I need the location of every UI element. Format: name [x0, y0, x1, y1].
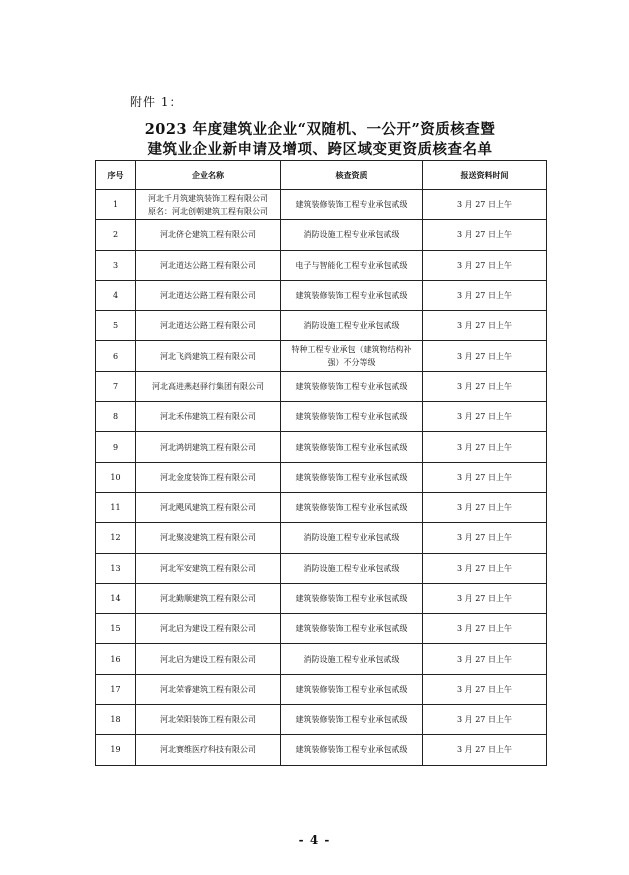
row-submit-time: 3 月 27 日上午 [423, 190, 547, 220]
row-submit-time: 3 月 27 日上午 [423, 553, 547, 583]
row-company-line: 河北道达公路工程有限公司 [160, 260, 256, 270]
row-no: 17 [96, 674, 136, 704]
row-qualification [281, 583, 423, 613]
row-company-line: 河北赛维医疗科技有限公司 [160, 745, 256, 755]
attachment-label: 附件 1： [130, 95, 183, 109]
row-qualification [281, 735, 423, 765]
row-qualification [281, 311, 423, 341]
table-row [96, 644, 547, 674]
table-row [96, 492, 547, 522]
row-qualification-line: 建筑装修装饰工程专业承包贰级 [295, 472, 408, 482]
row-qualification-line: 建筑装修装饰工程专业承包贰级 [295, 381, 408, 391]
row-qualification-line: 消防设施工程专业承包贰级 [303, 533, 400, 543]
row-qualification-line: 建筑装修装饰工程专业承包贰级 [295, 200, 408, 210]
row-submit-time: 3 月 27 日上午 [423, 220, 547, 250]
row-company [136, 462, 281, 492]
row-submit-time: 3 月 27 日上午 [423, 614, 547, 644]
row-qualification-line: 消防设施工程专业承包贰级 [303, 563, 400, 573]
row-company-line: 河北高进燕赵驿行集团有限公司 [152, 381, 264, 391]
row-submit-time: 3 月 27 日上午 [423, 644, 547, 674]
row-qualification-line: 消防设施工程专业承包贰级 [303, 654, 400, 664]
table-row [96, 371, 547, 401]
row-qualification [281, 674, 423, 704]
row-qualification-line: 建筑装修装饰工程专业承包贰级 [295, 624, 408, 634]
row-company-line: 河北金度装饰工程有限公司 [160, 472, 256, 482]
row-submit-time: 3 月 27 日上午 [423, 674, 547, 704]
table-row [96, 220, 547, 250]
table-row [96, 280, 547, 310]
row-qualification [281, 341, 423, 371]
table-row [96, 462, 547, 492]
row-submit-time: 3 月 27 日上午 [423, 402, 547, 432]
row-qualification-line: 建筑装修装饰工程专业承包贰级 [295, 715, 408, 725]
header-qualification: 核查资质 [281, 161, 423, 190]
row-company-line: 河北启为建设工程有限公司 [160, 624, 256, 634]
row-qualification-line: 建筑装修装饰工程专业承包贰级 [295, 503, 408, 513]
header-no: 序号 [96, 161, 136, 190]
table-row [96, 432, 547, 462]
row-company-line: 河北千月筑建筑装饰工程有限公司 [148, 193, 268, 203]
row-qualification-line: 电子与智能化工程专业承包贰级 [295, 260, 408, 270]
table-row [96, 311, 547, 341]
row-qualification [281, 371, 423, 401]
row-company-line: 河北聚凌建筑工程有限公司 [160, 533, 256, 543]
row-qualification-line: 建筑装修装饰工程专业承包贰级 [295, 291, 408, 301]
row-submit-time: 3 月 27 日上午 [423, 341, 547, 371]
header-company: 企业名称 [136, 161, 281, 190]
row-submit-time: 3 月 27 日上午 [423, 523, 547, 553]
table-row [96, 250, 547, 280]
row-submit-time: 3 月 27 日上午 [423, 735, 547, 765]
row-qualification [281, 250, 423, 280]
row-qualification [281, 644, 423, 674]
row-company-line: 河北勤顺建筑工程有限公司 [160, 594, 256, 603]
row-submit-time: 3 月 27 日上午 [423, 311, 547, 341]
page-title-line-1: 2023 年度建筑业企业“双随机、一公开”资质核查暨 [144, 121, 496, 138]
row-submit-time: 3 月 27 日上午 [423, 371, 547, 401]
row-qualification [281, 220, 423, 250]
row-company-line: 河北军安建筑工程有限公司 [160, 563, 256, 573]
row-company [136, 583, 281, 613]
row-no: 11 [96, 492, 136, 522]
row-submit-time: 3 月 27 日上午 [423, 280, 547, 310]
row-qualification [281, 432, 423, 462]
row-company [136, 341, 281, 371]
header-submit-time: 报送资料时间 [423, 161, 547, 190]
row-company [136, 220, 281, 250]
row-company-line: 河北荣睿建筑工程有限公司 [160, 684, 256, 694]
verification-roster-table [95, 160, 547, 766]
row-submit-time: 3 月 27 日上午 [423, 432, 547, 462]
row-company [136, 674, 281, 704]
table-row [96, 614, 547, 644]
table-row [96, 190, 547, 220]
table-row [96, 674, 547, 704]
row-company-line: 河北启为建设工程有限公司 [160, 654, 256, 664]
table-row [96, 705, 547, 735]
row-submit-time: 3 月 27 日上午 [423, 705, 547, 735]
row-company-line: 河北道达公路工程有限公司 [160, 321, 256, 331]
row-company [136, 735, 281, 765]
row-qualification [281, 190, 423, 220]
row-qualification [281, 402, 423, 432]
row-no: 5 [96, 311, 136, 341]
row-qualification [281, 553, 423, 583]
row-qualification-line: 消防设施工程专业承包贰级 [303, 230, 400, 240]
row-company [136, 705, 281, 735]
row-no: 14 [96, 583, 136, 613]
row-qualification [281, 614, 423, 644]
row-qualification-line: 建筑装修装饰工程专业承包贰级 [295, 594, 408, 603]
table-row [96, 341, 547, 371]
table-row [96, 523, 547, 553]
row-submit-time: 3 月 27 日上午 [423, 462, 547, 492]
row-no: 15 [96, 614, 136, 644]
row-company [136, 432, 281, 462]
row-qualification [281, 280, 423, 310]
row-qualification-line: 建筑装修装饰工程专业承包贰级 [295, 442, 408, 452]
page-title-line-2: 建筑业企业新申请及增项、跨区域变更资质核查名单 [147, 141, 493, 158]
row-no: 13 [96, 553, 136, 583]
row-company [136, 523, 281, 553]
table-body [96, 190, 547, 766]
row-no: 19 [96, 735, 136, 765]
row-company-line: 河北禾伟建筑工程有限公司 [160, 412, 256, 422]
row-no: 6 [96, 341, 136, 371]
page-number: - 4 - [298, 833, 331, 847]
row-no: 18 [96, 705, 136, 735]
row-submit-time: 3 月 27 日上午 [423, 492, 547, 522]
row-qualification [281, 492, 423, 522]
row-qualification-line: 建筑装修装饰工程专业承包贰级 [295, 684, 408, 694]
row-company-line: 河北鸿钥建筑工程有限公司 [160, 442, 256, 452]
row-company-line: 河北道达公路工程有限公司 [160, 291, 256, 301]
row-submit-time: 3 月 27 日上午 [423, 250, 547, 280]
row-qualification [281, 462, 423, 492]
row-no: 16 [96, 644, 136, 674]
table-row [96, 553, 547, 583]
row-qualification-line: 强）不分等级 [327, 358, 376, 368]
row-no: 9 [96, 432, 136, 462]
row-no: 10 [96, 462, 136, 492]
row-no: 1 [96, 190, 136, 220]
row-company [136, 553, 281, 583]
row-company-line: 原名：河北创朝建筑工程有限公司 [148, 206, 268, 216]
table-header-row [96, 161, 547, 190]
row-company-line: 河北飞尚建筑工程有限公司 [160, 351, 256, 361]
row-qualification-line: 建筑装修装饰工程专业承包贰级 [295, 745, 408, 755]
row-company-line: 河北荣阳装饰工程有限公司 [160, 715, 256, 725]
table-row [96, 402, 547, 432]
table-row [96, 735, 547, 765]
row-qualification-line: 消防设施工程专业承包贰级 [303, 321, 400, 331]
row-company [136, 614, 281, 644]
row-company [136, 280, 281, 310]
row-company [136, 250, 281, 280]
row-no: 7 [96, 371, 136, 401]
row-submit-time: 3 月 27 日上午 [423, 583, 547, 613]
row-company [136, 402, 281, 432]
row-company [136, 492, 281, 522]
row-company-line: 河北飓风建筑工程有限公司 [160, 503, 256, 513]
row-qualification [281, 523, 423, 553]
row-no: 8 [96, 402, 136, 432]
row-company-line: 河北侪仑建筑工程有限公司 [160, 230, 256, 240]
row-company [136, 311, 281, 341]
row-no: 4 [96, 280, 136, 310]
row-company [136, 371, 281, 401]
row-company [136, 644, 281, 674]
row-qualification-line: 建筑装修装饰工程专业承包贰级 [295, 412, 408, 422]
row-company [136, 190, 281, 220]
row-no: 12 [96, 523, 136, 553]
table-row [96, 583, 547, 613]
row-no: 3 [96, 250, 136, 280]
row-qualification-line: 特种工程专业承包（建筑物结构补 [291, 345, 412, 355]
row-no: 2 [96, 220, 136, 250]
row-qualification [281, 705, 423, 735]
